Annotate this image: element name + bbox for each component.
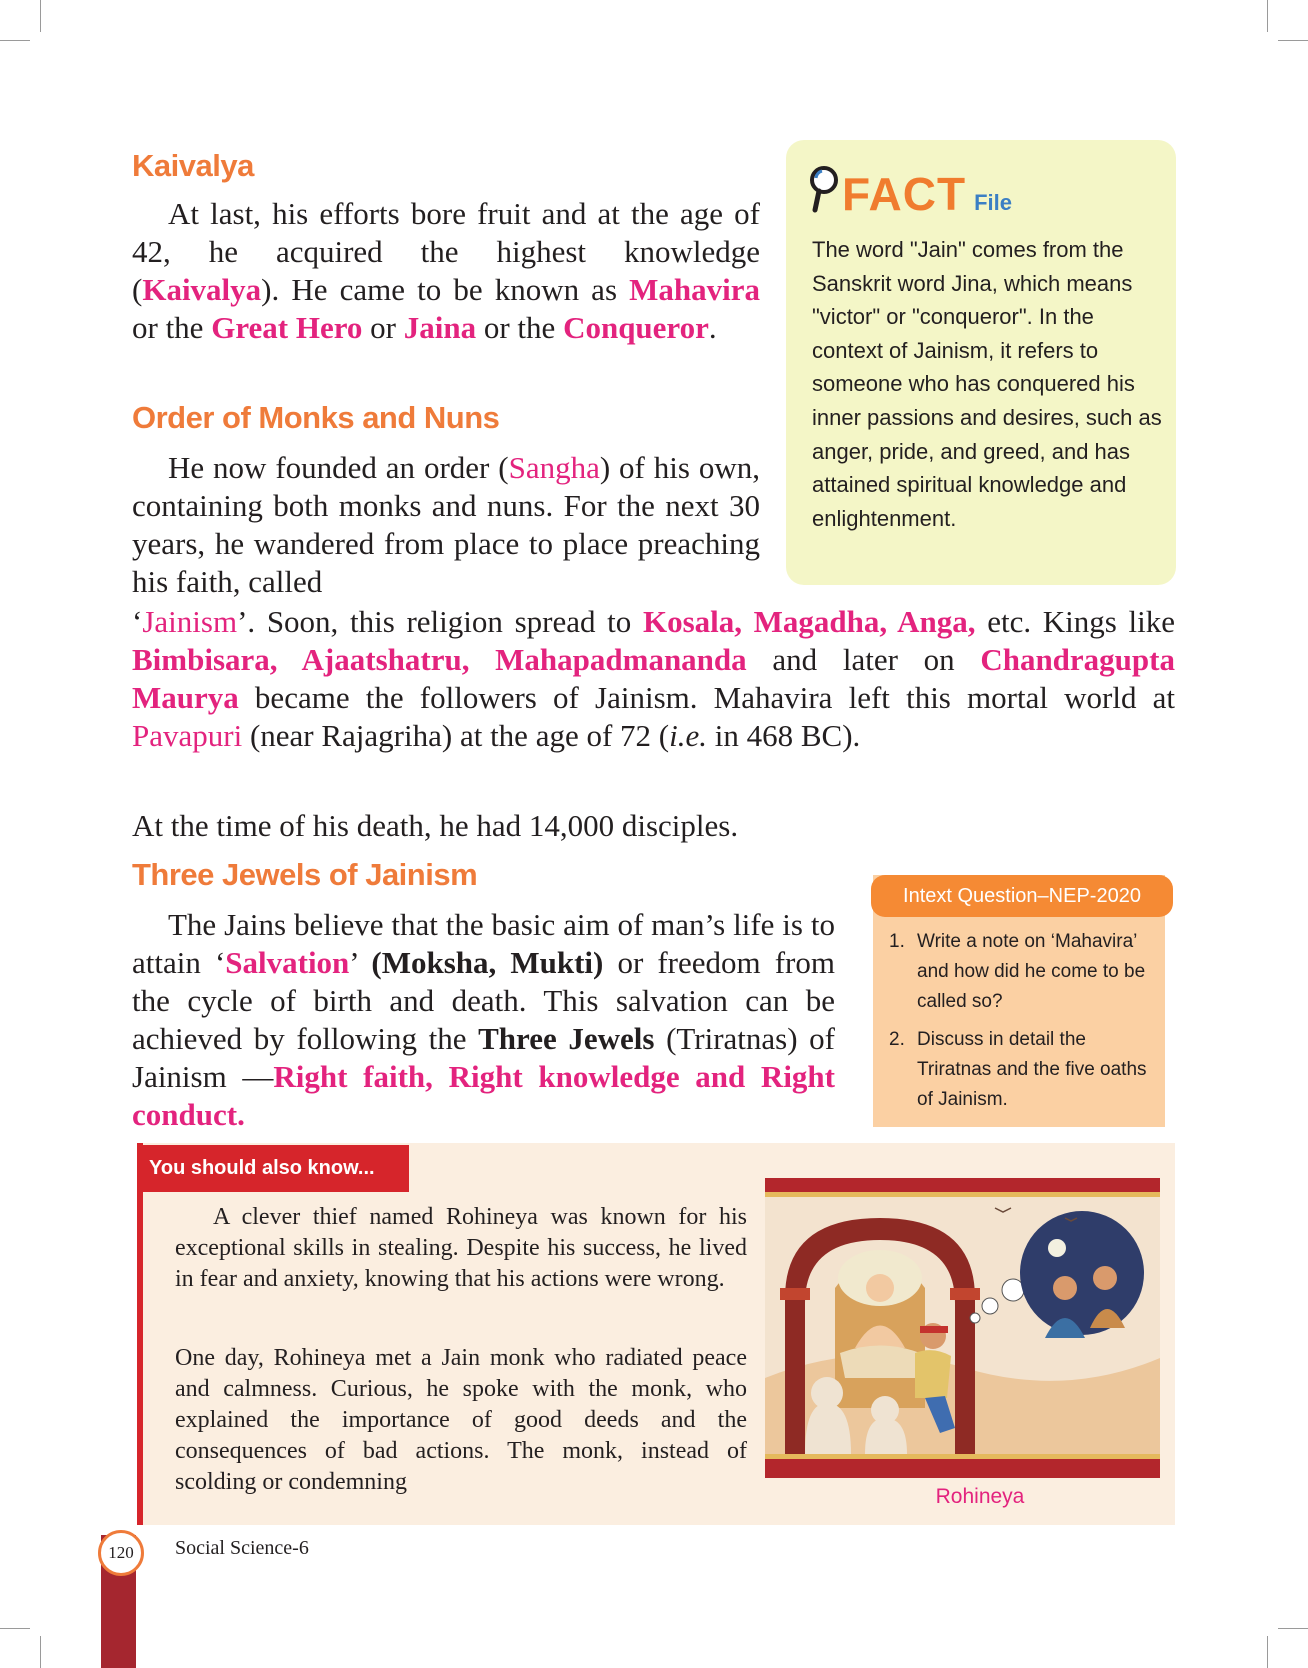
heading-kaivalya: Kaivalya: [132, 148, 254, 183]
term-ie: i.e.: [669, 718, 707, 753]
crop-mark: [0, 1628, 30, 1629]
also-know-tab: You should also know...: [137, 1145, 409, 1192]
crop-mark: [1278, 40, 1308, 41]
illustration-caption: Rohineya: [935, 1485, 1025, 1508]
crop-mark: [0, 40, 30, 41]
book-title: Social Science-6: [175, 1537, 309, 1559]
crop-mark: [1267, 1636, 1268, 1668]
term-three-jewels: Three Jewels: [478, 1021, 655, 1056]
fact-file-box: [786, 140, 1176, 585]
fact-title-small: File: [974, 190, 1013, 215]
term-conqueror: Conqueror: [563, 310, 709, 345]
crop-mark: [1278, 1628, 1308, 1629]
fact-file-text: The word "Jain" comes from the Sanskrit word Jina, which means "victor" or "conqueror". In the context of Jainism, it refers to someone who has conquered his inner passions and desires, such as anger, pride, and greed, and has attained spiritual knowledge and enlightenment.: [812, 237, 1162, 531]
fact-file-title: [806, 164, 1012, 221]
term-jaina: Jaina: [403, 310, 477, 345]
term-chandragupta: Chandragupta Maurya: [132, 642, 1175, 715]
paragraph-kaivalya: At last, his efforts bore fruit and at the age of 42, he acquired the highest knowledge (Kaivalya). He came to be known as Mahavira or the Great Hero or Jaina or the Conqueror.: [132, 196, 760, 345]
paragraph-three-jewels: The Jains believe that the basic aim of man’s life is to attain ‘Salvation’ (Moksha, Mukti) or freedom from the cycle of birth and death. This salvation can be achieved by following the Three Jewels (Triratnas) of Jainism —Right faith, Right knowledge and Right conduct.: [132, 907, 836, 1132]
heading-three-jewels: Three Jewels of Jainism: [132, 857, 478, 892]
rohineya-illustration: [765, 1178, 1160, 1478]
term-great-hero: Great Hero: [211, 310, 363, 345]
also-know-side-bar: [137, 1143, 143, 1525]
term-mahavira: Mahavira: [629, 272, 760, 307]
term-places: Kosala, Magadha, Anga,: [642, 604, 976, 639]
paragraph-order-start: He now founded an order (Sangha) of his own, containing both monks and nuns. For the next 30 years, he wandered from place to place preaching his faith, called: [132, 450, 760, 599]
term-salvation: Salvation: [225, 945, 350, 980]
crop-mark: [40, 0, 41, 32]
term-pavapuri: Pavapuri: [132, 718, 243, 753]
question-item: 1. Write a note on ‘Mahavira’ and how did he come to be called so?: [889, 931, 1146, 1012]
intext-question-box: [873, 875, 1165, 1127]
fact-title-big: FACT: [842, 168, 967, 220]
page-number: 120: [98, 1530, 144, 1576]
magnifier-icon: [806, 164, 842, 214]
paragraph-disciples: At the time of his death, he had 14,000 disciples.: [132, 808, 739, 843]
question-item: 2. Discuss in detail the Triratnas and the five oaths of Jainism.: [889, 1029, 1147, 1110]
paragraph-order-continued: ‘Jainism’. Soon, this religion spread to Kosala, Magadha, Anga, etc. Kings like Bimbisara, Ajaatshatru, Mahapadmananda and later on Chandragupta Maurya became the followers of Jainism. Mahavira left this mortal world at Pavapuri (near Rajagriha) at the age of 72 (i.e. in 468 BC).: [132, 604, 1175, 753]
intext-question-list: [889, 927, 1159, 1123]
term-right-path: Right faith, Right knowledge and Right conduct.: [132, 1059, 835, 1132]
crop-mark: [1267, 0, 1268, 32]
term-sangha: Sangha: [508, 450, 600, 485]
term-kings: Bimbisara, Ajaatshatru, Mahapadmananda: [132, 642, 747, 677]
heading-order: Order of Monks and Nuns: [132, 400, 500, 435]
crop-mark: [40, 1636, 41, 1668]
story-paragraph-2: One day, Rohineya met a Jain monk who radiated peace and calmness. Curious, he spoke with the monk, who explained the importance of good deeds and the consequences of bad actions. The monk, instead of scolding or condemning: [175, 1345, 747, 1495]
story-paragraph-1: A clever thief named Rohineya was known for his exceptional skills in stealing. Despite his success, he lived in fear and anxiety, knowing that his actions were wrong.: [175, 1204, 747, 1292]
term-jainism: Jainism: [142, 604, 238, 639]
term-moksha: (Moksha, Mukti): [371, 945, 604, 980]
intext-question-title: Intext Question–NEP-2020: [871, 875, 1173, 917]
term-kaivalya: Kaivalya: [142, 272, 262, 307]
